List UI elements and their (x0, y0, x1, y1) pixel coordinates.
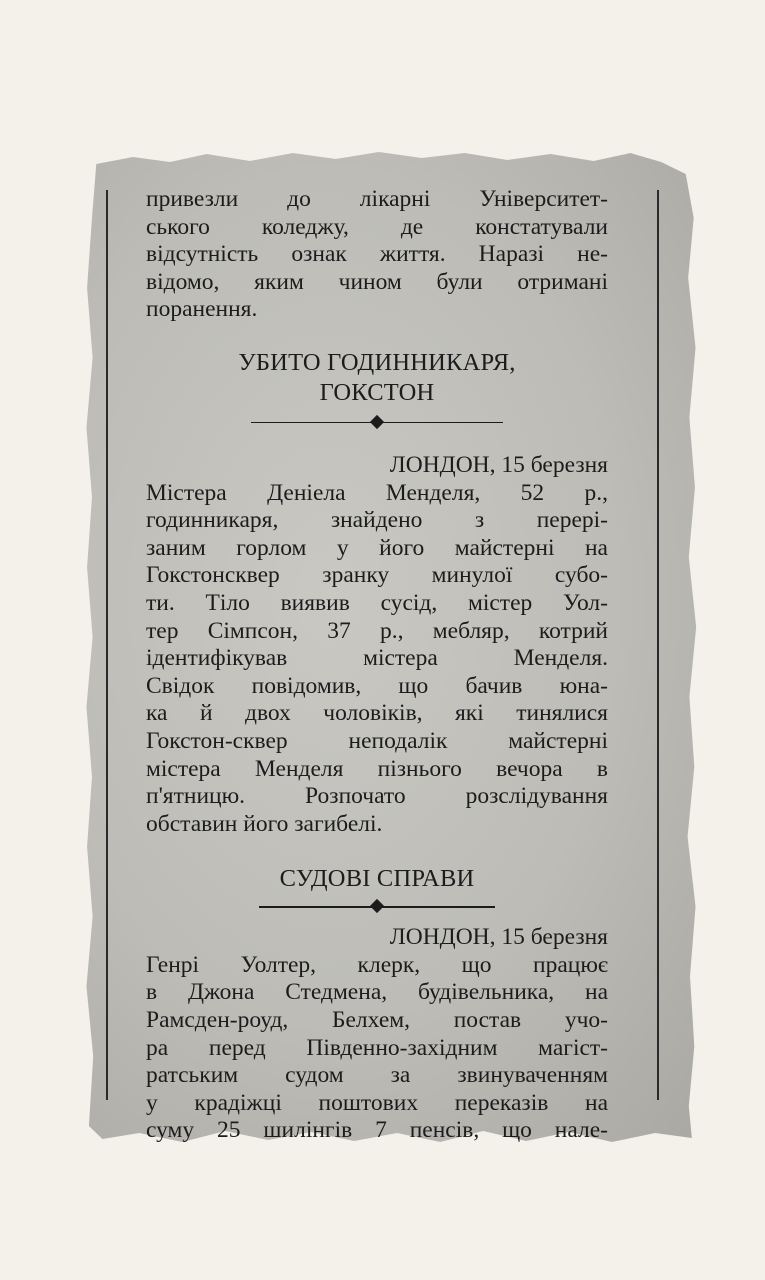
court-headline: СУДОВІ СПРАВИ (279, 865, 475, 893)
dateline: ЛОНДОН, 15 березня (389, 451, 608, 478)
newspaper-column (146, 186, 608, 1145)
text-line: Містера Деніела Менделя, 52 р., (146, 479, 608, 506)
text-line: відомо, яким чином були отримані (146, 268, 608, 295)
text-line: містера Менделя пізнього вечора в (146, 755, 608, 782)
text-line: ратським судом за звинуваченням (146, 1062, 608, 1089)
divider-ornament (370, 415, 384, 429)
clockmaker-story (146, 452, 608, 838)
text-line: суму 25 шилінгів 7 пенсів, що нале- (146, 1117, 608, 1144)
text-line: у крадіжці поштових переказів на (146, 1089, 608, 1116)
text-line: ра перед Південно-західним магіст- (146, 1034, 608, 1061)
divider-ornament (370, 899, 384, 913)
text-line: ти. Тіло виявив сусід, містер Уол- (146, 589, 608, 616)
text-line: відсутність ознак життя. Наразі не- (146, 241, 608, 268)
text-line: заним горлом у його майстерні на (146, 534, 608, 561)
article-continuation (146, 186, 608, 324)
right-column-rule (657, 190, 659, 1100)
text-line: Свідок повідомив, що бачив юна- (146, 672, 608, 699)
dateline: ЛОНДОН, 15 березня (389, 924, 608, 951)
text-line: п'ятницю. Розпочато розслідування (146, 783, 608, 810)
text-line: привезли до лікарні Університет- (146, 186, 608, 212)
headline-divider (251, 416, 503, 430)
left-column-rule (106, 190, 108, 1100)
text-line: тер Сімпсон, 37 р., мебляр, котрий (146, 617, 608, 644)
text-line: ідентифікував містера Менделя. (146, 645, 608, 672)
headline-line: УБИТО ГОДИННИКАРЯ, (238, 348, 516, 376)
court-story (146, 924, 608, 1145)
text-line: ка й двох чоловіків, які тинялися (146, 700, 608, 727)
text-line: Гокстонсквер зранку минулої субо- (146, 562, 608, 589)
text-line: поранення. (146, 296, 258, 323)
text-line: Рамсден-роуд, Белхем, постав учо- (146, 1007, 608, 1034)
text-line: в Джона Стедмена, будівельника, на (146, 979, 608, 1006)
clockmaker-headline (146, 348, 608, 408)
text-line: ського коледжу, де констатували (146, 213, 608, 240)
text-line: Генрі Уолтер, клерк, що працює (146, 951, 608, 978)
text-line: годинникаря, знайдено з перері- (146, 507, 608, 534)
headline-divider (259, 900, 495, 914)
text-line: обставин його загибелі. (146, 810, 383, 837)
headline-line: ГОКСТОН (319, 378, 435, 406)
text-line: Гокстон-сквер неподалік майстерні (146, 727, 608, 754)
